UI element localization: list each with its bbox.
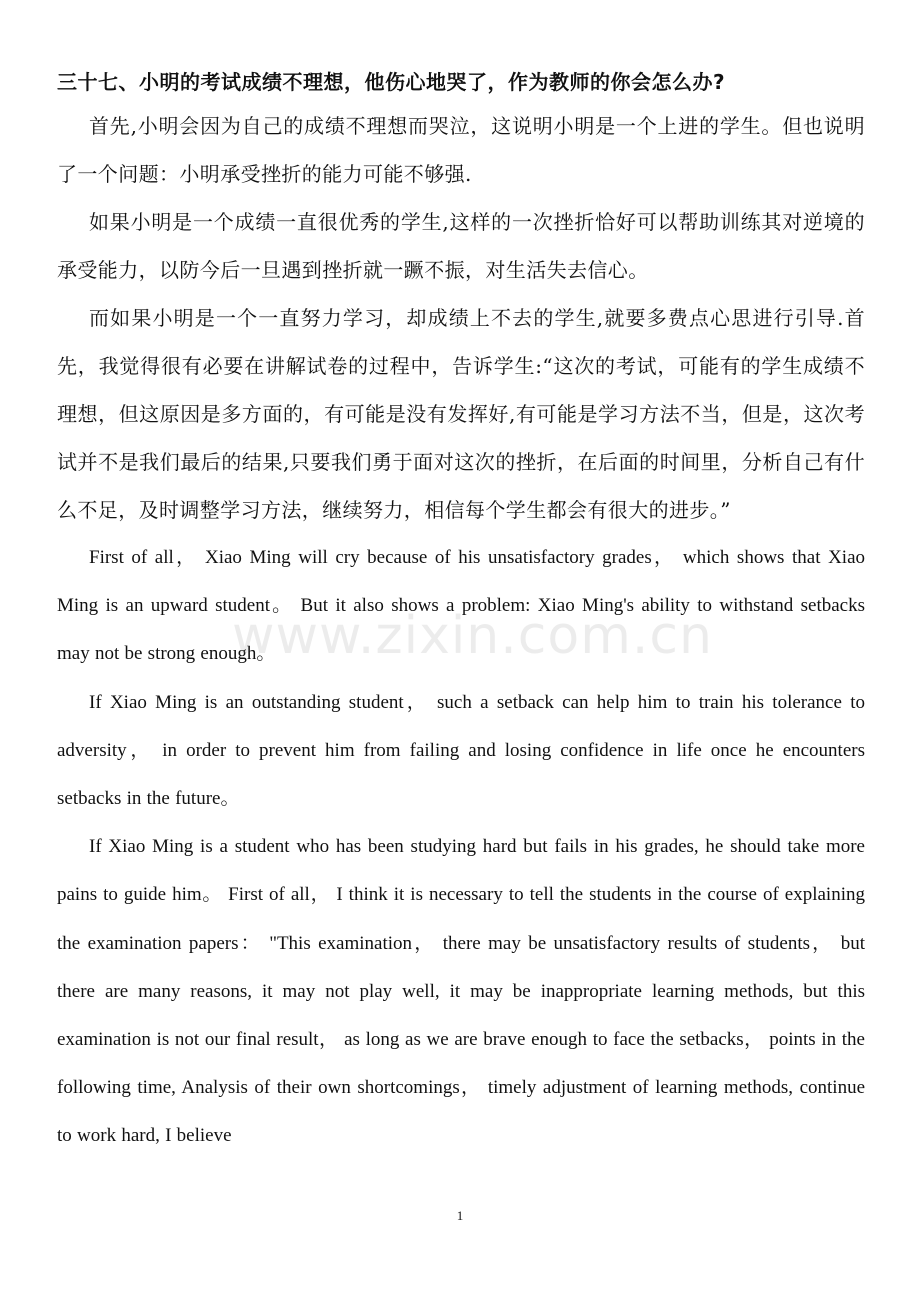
- paragraph-en-2: If Xiao Ming is an outstanding student， such a setback can help him to train his tolerance to adversity， in order to prevent him from failing and losing confidence in life once he encounters setbacks in the future。: [57, 691, 865, 810]
- paragraph-cn-1: 首先,小明会因为自己的成绩不理想而哭泣，这说明小明是一个上进的学生。但也说明了一个问题：小明承受挫折的能力可能不够强.: [57, 114, 865, 186]
- document-body: [57, 62, 865, 1161]
- paragraph-cn-2: 如果小明是一个成绩一直很优秀的学生,这样的一次挫折恰好可以帮助训练其对逆境的承受能力，以防今后一旦遇到挫折就一蹶不振，对生活失去信心。: [57, 210, 865, 282]
- paragraph-en-1: First of all， Xiao Ming will cry because of his unsatisfactory grades， which shows that Xiao Ming is an upward student。 But it also shows a problem: Xiao Ming's ability to withstand setbacks may not be strong enough。: [57, 547, 865, 665]
- paragraph-en-3: If Xiao Ming is a student who has been studying hard but fails in his grades, he should take more pains to guide him。 First of all， I think it is necessary to tell the students in the course of explaining the examination papers： "This examination， there may be unsatisfactory results of students， but there are many reasons, it may not play well, it may be inappropriate learning methods, but this examination is not our final result， as long as we are brave enough to face the setbacks， points in the following time, Analysis of their own shortcomings， timely adjustment of learning methods, continue to work hard, I believe: [57, 836, 865, 1147]
- watermark: www.zixin.com.cn: [232, 606, 713, 666]
- question-title: 三十七、小明的考试成绩不理想，他伤心地哭了，作为教师的你会怎么办?: [57, 70, 726, 94]
- page-number: 1: [456, 1208, 464, 1223]
- paragraph-cn-3: 而如果小明是一个一直努力学习，却成绩上不去的学生,就要多费点心思进行引导.首先，我觉得很有必要在讲解试卷的过程中，告诉学生:“这次的考试，可能有的学生成绩不理想，但这原因是多方面的，有可能是没有发挥好,有可能是学习方法不当，但是，这次考试并不是我们最后的结果,只要我们勇于面对这次的挫折，在后面的时间里，分析自己有什么不足，及时调整学习方法，继续努力，相信每个学生都会有很大的进步。”: [57, 306, 865, 522]
